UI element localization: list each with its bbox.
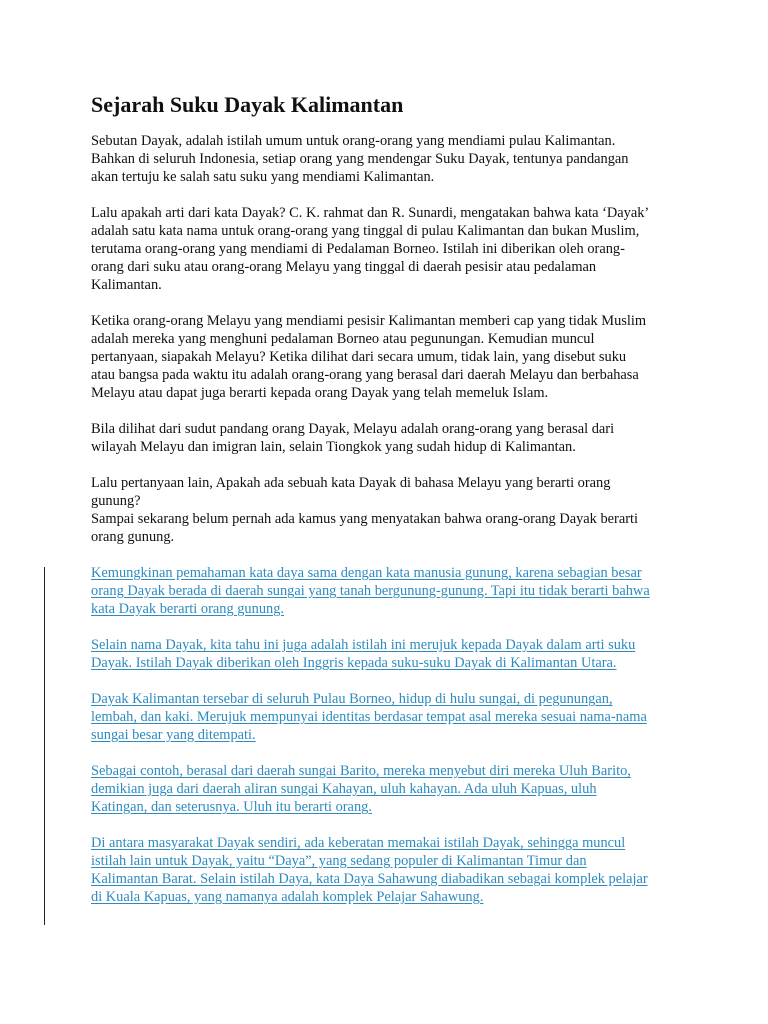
text-line: orang gunung. [91, 529, 175, 545]
link-line[interactable]: di Kuala Kapuas, yang namanya adalah komplek Pelajar Sahawung. [91, 889, 484, 905]
link-line[interactable]: Di antara masyarakat Dayak sendiri, ada keberatan memakai istilah Dayak, sehingga muncul [91, 835, 626, 851]
text-line: Bila dilihat dari sudut pandang orang Dayak, Melayu adalah orang-orang yang berasal dari [91, 421, 615, 437]
link-line[interactable]: Dayak. Istilah Dayak diberikan oleh Inggris kepada suku-suku Dayak di Kalimantan Utara. [91, 655, 617, 671]
text-line: Sebutan Dayak, adalah istilah umum untuk orang-orang yang mendiami pulau Kalimantan. [91, 133, 616, 149]
revision-change-bar [44, 567, 45, 925]
document-page [91, 90, 691, 924]
text-line: atau bangsa pada waktu itu adalah orang-orang yang berasal dari daerah Melayu dan berbahasa [91, 367, 639, 383]
link-line[interactable]: Dayak Kalimantan tersebar di seluruh Pulau Borneo, hidup di hulu sungai, di pegunungan, [91, 691, 613, 707]
link-line[interactable]: Katingan, dan seterusnya. Uluh itu berarti orang. [91, 799, 372, 815]
text-line: wilayah Melayu dan imigran lain, selain Tiongkok yang sudah hidup di Kalimantan. [91, 439, 576, 455]
link-line[interactable]: istilah lain untuk Dayak, yaitu “Daya”, yang sedang populer di Kalimantan Timur dan [91, 853, 587, 869]
text-line: orang dari suku atau orang-orang Melayu yang tinggal di daerah pesisir atau pedalaman [91, 259, 597, 275]
link-line[interactable]: demikian juga dari daerah aliran sungai Kahayan, uluh kahayan. Ada uluh Kapuas, uluh [91, 781, 597, 797]
text-line: Lalu apakah arti dari kata Dayak? C. K. rahmat dan R. Sunardi, mengatakan bahwa kata ‘Dayak’ [91, 205, 650, 221]
link-line[interactable]: kata Dayak berarti orang gunung. [91, 601, 285, 617]
text-line: adalah mereka yang menghuni pedalaman Borneo atau pegunungan. Kemudian muncul [91, 331, 595, 347]
text-line: Sampai sekarang belum pernah ada kamus yang menyatakan bahwa orang-orang Dayak berarti [91, 511, 639, 527]
text-line: akan tertuju ke salah satu suku yang mendiami Kalimantan. [91, 169, 435, 185]
link-line[interactable]: orang Dayak berada di daerah sungai yang tanah bergunung-gunung. Tapi itu tidak berarti bahwa [91, 583, 650, 599]
text-line: gunung? [91, 493, 141, 509]
link-line[interactable]: Selain nama Dayak, kita tahu ini juga adalah istilah ini merujuk kepada Dayak dalam arti suku [91, 637, 636, 653]
paragraph-viewpoint [91, 420, 691, 456]
document-title: Sejarah Suku Dayak Kalimantan [91, 92, 404, 117]
text-line: adalah satu kata nama untuk orang-orang yang tinggal di pulau Kalimantan dan bukan Muslim, [91, 223, 640, 239]
paragraph-melayu [91, 312, 691, 402]
text-line: terutama orang-orang yang mendiami di Pedalaman Borneo. Istilah ini diberikan oleh orang- [91, 241, 625, 257]
hyperlink-paragraph[interactable] [91, 834, 691, 906]
link-line[interactable]: Kalimantan Barat. Selain istilah Daya, kata Daya Sahawung diabadikan sebagai komplek pelajar [91, 871, 648, 887]
link-line[interactable]: Sebagai contoh, berasal dari daerah sungai Barito, mereka menyebut diri mereka Uluh Barito, [91, 763, 631, 779]
paragraph-meaning [91, 204, 691, 294]
paragraph-question [91, 474, 691, 546]
hyperlink-paragraph[interactable] [91, 636, 691, 672]
text-line: Ketika orang-orang Melayu yang mendiami pesisir Kalimantan memberi cap yang tidak Muslim [91, 313, 647, 329]
text-line: Bahkan di seluruh Indonesia, setiap orang yang mendengar Suku Dayak, tentunya pandangan [91, 151, 629, 167]
text-line: Lalu pertanyaan lain, Apakah ada sebuah kata Dayak di bahasa Melayu yang berarti orang [91, 475, 611, 491]
text-line: pertanyaan, siapakah Melayu? Ketika dilihat dari secara umum, tidak lain, yang disebut suku [91, 349, 627, 365]
link-line[interactable]: sungai besar yang ditempati. [91, 727, 256, 743]
hyperlink-paragraph[interactable] [91, 690, 691, 744]
hyperlink-paragraph[interactable] [91, 564, 691, 618]
hyperlink-paragraph[interactable] [91, 762, 691, 816]
link-line[interactable]: lembah, dan kaki. Merujuk mempunyai identitas berdasar tempat asal mereka sesuai nama-nama [91, 709, 647, 725]
text-line: Melayu atau dapat juga berarti kepada orang Dayak yang telah memeluk Islam. [91, 385, 549, 401]
paragraph-intro [91, 132, 691, 186]
text-line: Kalimantan. [91, 277, 162, 293]
link-line[interactable]: Kemungkinan pemahaman kata daya sama dengan kata manusia gunung, karena sebagian besar [91, 565, 642, 581]
